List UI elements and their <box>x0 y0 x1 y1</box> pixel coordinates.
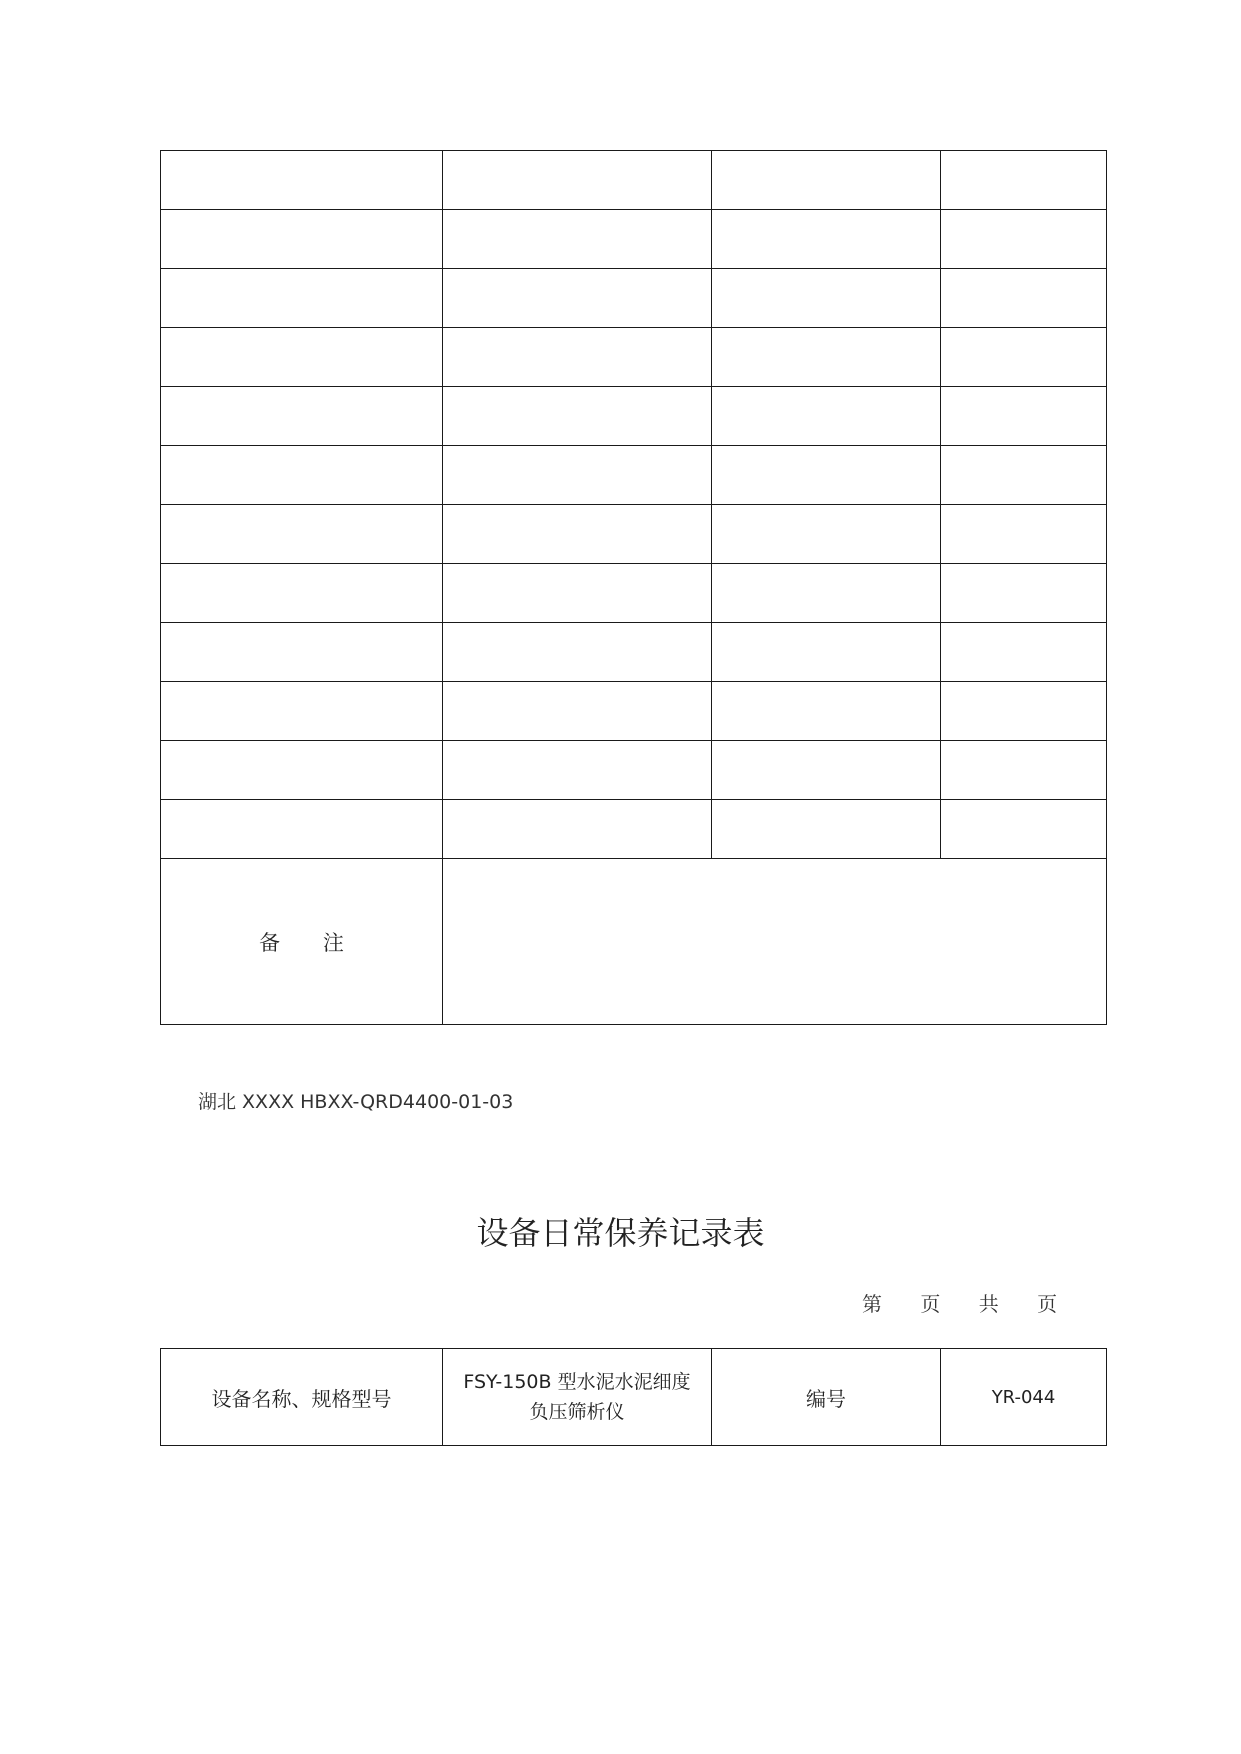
table-cell <box>712 151 941 210</box>
table-cell <box>712 328 941 387</box>
table-cell <box>161 623 443 682</box>
table-cell <box>161 446 443 505</box>
document-code: 湖北 XXXX HBXX-QRD4400-01-03 <box>198 1091 514 1113</box>
table-cell <box>712 741 941 800</box>
table-row <box>161 623 1107 682</box>
table-cell <box>161 387 443 446</box>
table-cell <box>941 800 1107 859</box>
table-cell <box>443 269 712 328</box>
table-cell <box>941 387 1107 446</box>
table-cell <box>941 682 1107 741</box>
table-cell <box>712 446 941 505</box>
table-cell <box>443 328 712 387</box>
table-row <box>161 505 1107 564</box>
equipment-name-label: 设备名称、规格型号 <box>161 1349 443 1446</box>
table-row <box>161 387 1107 446</box>
table-row <box>161 328 1107 387</box>
table-cell <box>941 446 1107 505</box>
maintenance-record-rows <box>161 151 1107 1025</box>
table-cell <box>941 269 1107 328</box>
table-cell <box>941 564 1107 623</box>
table-cell <box>443 151 712 210</box>
table-cell <box>161 741 443 800</box>
table-cell <box>941 210 1107 269</box>
table-cell <box>712 387 941 446</box>
table-cell <box>712 564 941 623</box>
equipment-header-row <box>161 1349 1107 1446</box>
table-row <box>161 741 1107 800</box>
table-cell <box>161 328 443 387</box>
remarks-label: 备 注 <box>161 859 443 1025</box>
table-cell <box>712 800 941 859</box>
table-row <box>161 210 1107 269</box>
table-cell <box>443 387 712 446</box>
table-cell <box>443 682 712 741</box>
table-cell <box>712 269 941 328</box>
table-cell <box>161 564 443 623</box>
table-cell <box>443 800 712 859</box>
equipment-name-line-2: 负压筛析仪 <box>529 1401 625 1423</box>
table-cell <box>161 800 443 859</box>
table-cell <box>443 446 712 505</box>
table-cell <box>443 623 712 682</box>
table-cell <box>443 505 712 564</box>
table-cell <box>712 210 941 269</box>
table-cell <box>712 682 941 741</box>
table-cell <box>941 328 1107 387</box>
remarks-value <box>443 859 1107 1025</box>
table-cell <box>161 151 443 210</box>
table-cell <box>443 210 712 269</box>
equipment-name-line-1: FSY-150B 型水泥水泥细度 <box>463 1371 691 1393</box>
page-label-ye: 页 <box>920 1292 941 1316</box>
number-value: YR-044 <box>941 1349 1107 1446</box>
table-row <box>161 151 1107 210</box>
table-cell <box>941 741 1107 800</box>
form-title: 设备日常保养记录表 <box>476 1214 765 1252</box>
table-cell <box>712 505 941 564</box>
table-row <box>161 564 1107 623</box>
maintenance-record-table <box>160 150 1107 1025</box>
table-row <box>161 800 1107 859</box>
table-cell <box>161 269 443 328</box>
number-label: 编号 <box>712 1349 941 1446</box>
table-row <box>161 269 1107 328</box>
remarks-row <box>161 859 1107 1025</box>
equipment-header-table <box>160 1348 1107 1446</box>
table-cell <box>161 210 443 269</box>
page-label-di: 第 <box>862 1292 882 1316</box>
table-cell <box>161 682 443 741</box>
table-cell <box>161 505 443 564</box>
page-label-ye-total: 页 <box>1037 1292 1058 1316</box>
table-row <box>161 446 1107 505</box>
table-cell <box>941 623 1107 682</box>
table-cell <box>443 564 712 623</box>
page-number-info <box>862 1288 1057 1317</box>
table-cell <box>941 151 1107 210</box>
page-label-gong: 共 <box>978 1292 999 1316</box>
equipment-name-value <box>443 1349 712 1446</box>
table-cell <box>443 741 712 800</box>
table-cell <box>941 505 1107 564</box>
table-row <box>161 682 1107 741</box>
table-cell <box>712 623 941 682</box>
